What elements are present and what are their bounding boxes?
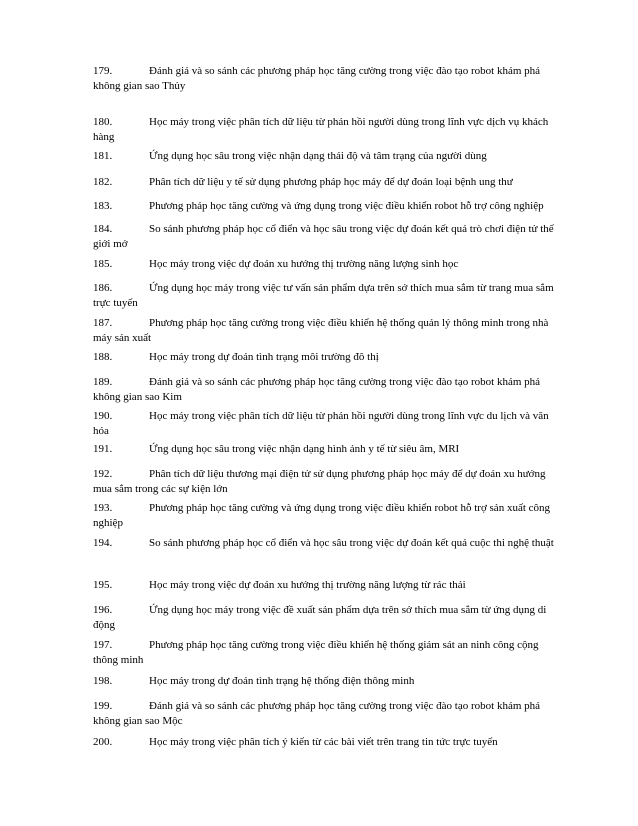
item-number: 183. xyxy=(93,200,113,212)
list-item xyxy=(93,578,565,593)
item-text: Phương pháp học tăng cường và ứng dụng trong việc điều khiển robot hỗ trợ công nghiệp xyxy=(149,200,544,212)
item-number: 200. xyxy=(93,736,113,748)
list-item xyxy=(93,199,565,214)
item-text: Học máy trong dự đoán tình trạng hệ thống điện thông minh xyxy=(149,675,415,687)
item-number: 194. xyxy=(93,537,113,549)
item-number: 185. xyxy=(93,258,113,270)
item-text: Học máy trong việc dự đoán xu hướng thị trường năng lượng sinh học xyxy=(149,258,459,270)
item-text: Phân tích dữ liệu y tế sử dụng phương pháp học máy để dự đoán loại bệnh ung thư xyxy=(149,176,513,188)
item-number: 192. xyxy=(93,468,113,480)
item-text: So sánh phương pháp học cổ điển và học sâu trong việc dự đoán kết quả cuộc thi nghệ thuật xyxy=(149,537,554,549)
list-item xyxy=(93,316,565,346)
item-number: 187. xyxy=(93,317,113,329)
item-number: 181. xyxy=(93,150,113,162)
item-text: Đánh giá và so sánh các phương pháp học tăng cường trong việc đào tạo robot khám phá không gian sao Mộc xyxy=(93,700,541,727)
list-item xyxy=(93,699,565,729)
list-item xyxy=(93,536,565,551)
item-text: Phương pháp học tăng cường và ứng dụng trong việc điều khiển robot hỗ trợ sản xuất công nghiệp xyxy=(93,502,551,529)
item-text: Phương pháp học tăng cường trong việc điều khiển hệ thống quản lý thông minh trong nhà máy sản xuất xyxy=(93,317,549,344)
list-item xyxy=(93,603,565,633)
item-text: Ứng dụng học máy trong việc đề xuất sản phẩm dựa trên sở thích mua sắm từ ứng dụng di động xyxy=(93,604,547,631)
item-text: Ứng dụng học sâu trong việc nhận dạng hình ảnh y tế từ siêu âm, MRI xyxy=(149,443,460,455)
item-number: 188. xyxy=(93,351,113,363)
item-number: 179. xyxy=(93,65,113,77)
item-text: Đánh giá và so sánh các phương pháp học tăng cường trong việc đào tạo robot khám phá không gian sao Thủy xyxy=(93,65,541,92)
list-item xyxy=(93,149,565,164)
item-text: Phân tích dữ liệu thương mại điện tử sử dụng phương pháp học máy để dự đoán xu hướng mua sắm trong các sự kiện lớn xyxy=(93,468,546,495)
item-number: 195. xyxy=(93,579,113,591)
item-text: Học máy trong việc dự đoán xu hướng thị trường năng lượng từ rác thải xyxy=(149,579,466,591)
list-item xyxy=(93,115,565,145)
list-item xyxy=(93,281,565,311)
item-number: 198. xyxy=(93,675,113,687)
item-text: Học máy trong việc phân tích ý kiến từ các bài viết trên trang tin tức trực tuyến xyxy=(149,736,498,748)
item-number: 191. xyxy=(93,443,113,455)
list-item xyxy=(93,175,565,190)
item-text: Học máy trong dự đoán tình trạng môi trường đô thị xyxy=(149,351,379,363)
item-text: Học máy trong việc phân tích dữ liệu từ phản hồi người dùng trong lĩnh vực du lịch và văn hóa xyxy=(93,410,549,437)
item-number: 184. xyxy=(93,223,113,235)
item-number: 180. xyxy=(93,116,113,128)
list-item xyxy=(93,638,565,668)
item-number: 189. xyxy=(93,376,113,388)
item-number: 182. xyxy=(93,176,113,188)
item-number: 196. xyxy=(93,604,113,616)
item-number: 190. xyxy=(93,410,113,422)
list-item xyxy=(93,501,565,531)
list-item xyxy=(93,350,565,365)
list-item xyxy=(93,674,565,689)
item-text: Học máy trong việc phân tích dữ liệu từ phản hồi người dùng trong lĩnh vực dịch vụ khách hàng xyxy=(93,116,549,143)
list-item xyxy=(93,375,565,405)
list-item xyxy=(93,222,565,252)
item-number: 197. xyxy=(93,639,113,651)
item-text: Đánh giá và so sánh các phương pháp học tăng cường trong việc đào tạo robot khám phá không gian sao Kim xyxy=(93,376,541,403)
item-number: 193. xyxy=(93,502,113,514)
item-text: So sánh phương pháp học cổ điển và học sâu trong việc dự đoán kết quả trò chơi điện tử thế giới mở xyxy=(93,223,554,250)
list-item xyxy=(93,442,565,457)
list-item xyxy=(93,64,565,94)
list-item xyxy=(93,735,565,750)
item-number: 186. xyxy=(93,282,113,294)
list-item xyxy=(93,467,565,497)
list-item xyxy=(93,409,565,439)
item-text: Ứng dụng học sâu trong việc nhận dạng thái độ và tâm trạng của người dùng xyxy=(149,150,487,162)
item-number: 199. xyxy=(93,700,113,712)
list-item xyxy=(93,257,565,272)
item-text: Phương pháp học tăng cường trong việc điều khiển hệ thống giám sát an ninh công cộng thông minh xyxy=(93,639,539,666)
item-text: Ứng dụng học máy trong việc tư vấn sản phẩm dựa trên sở thích mua sắm từ trang mua sắm trực tuyến xyxy=(93,282,554,309)
